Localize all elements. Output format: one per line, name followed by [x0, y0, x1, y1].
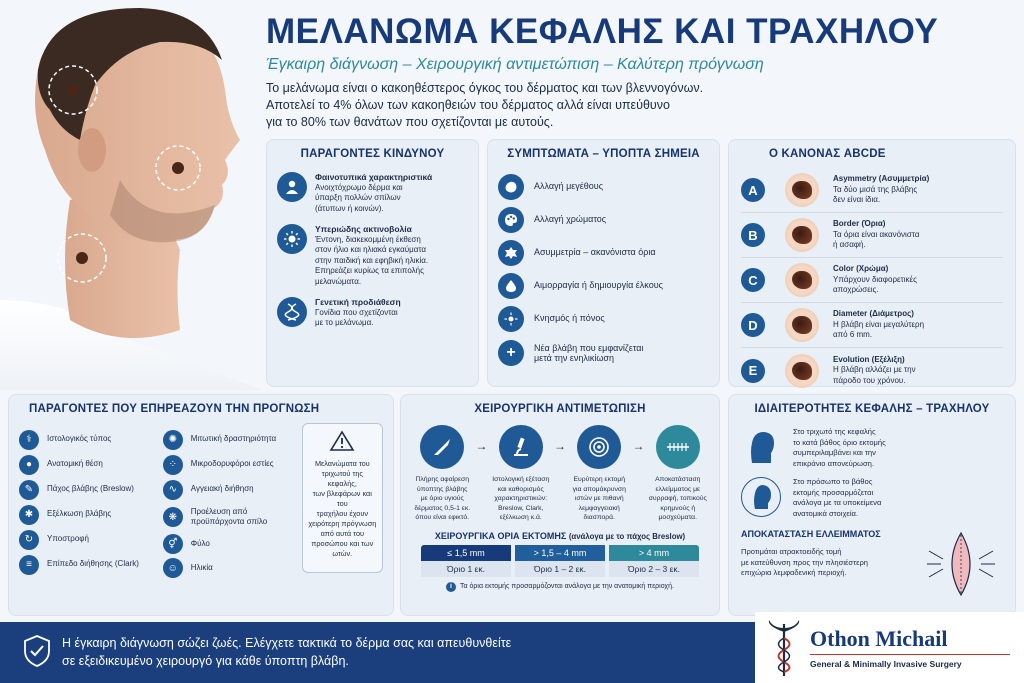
symptoms-title: ΣΥΜΠΤΩΜΑΤΑ – ΥΠΟΠΤΑ ΣΗΜΕΙΑ [507, 148, 700, 160]
specifics-title: ΙΔΙΑΙΤΕΡΟΤΗΤΕΣ ΚΕΦΑΛΗΣ – ΤΡΑΧΗΛΟΥ [754, 403, 990, 415]
letter-e-badge: E [741, 359, 765, 383]
drop-icon [498, 273, 524, 299]
letter-a-badge: A [741, 178, 765, 202]
mole-image [785, 354, 819, 388]
letter-b-badge: B [741, 223, 765, 247]
surgery-card: ΧΕΙΡΟΥΡΓΙΚΗ ΑΝΤΙΜΕΤΩΠΙΣΗ Πλήρης αφαίρεση ύποπτης βλάβης με όριο υγιούς δέρματος 0,5-1 εκ. όπου είναι εφικτό. → Ιστολογική εξέταση και καθορισμός χαρακτηριστικών: Breslow, Clark, εξέλκωση κ.ά. → Ευρύτερη εκτομή για απομάκρυνση ιστών με πιθανή λεμφαγγειακή διασπορά. → Αποκατάσταση ελλείμματος με συρραφή, τοπικούς κρημνούς ή μοσχεύματα. ΧΕΙΡΟΥΡΓΙΚΑ ΟΡΙΑ ΕΚΤΟΜΗΣ (ανάλογα με το πάχος Breslow) ≤ 1,5 mm Όριο 1 εκ. > 1,5 – 4 mm Όριο 1 – 2 εκ. > 4 mm Όριο 2 – 3 εκ. i Τα όρια εκτομής προσαρμόζονται ανάλογα με την ανατομική περιοχή. [400, 394, 720, 616]
gender-icon: ⚥ [163, 534, 183, 554]
ruler-icon: ✎ [19, 480, 39, 500]
info-icon: i [446, 582, 456, 592]
symptoms-card: ΣΥΜΠΤΩΜΑΤΑ – ΥΠΟΠΤΑ ΣΗΜΕΙΑ Αλλαγή μεγέθους Αλλαγή χρώματος Ασυμμετρία – ακανόνιστα όρια Αιμορραγία ή δημιουργία έλκους Κνησμός ή πόνος + Νέα βλάβη που εμφανίζεται μετά την ενηλικίωση [487, 139, 720, 387]
satellite-icon: ⁘ [163, 455, 183, 475]
abcde-title: Ο ΚΑΝΟΝΑΣ ABCDE [769, 148, 886, 160]
head-icon: ● [19, 455, 39, 475]
elliptical-incision-icon [921, 529, 1001, 599]
palette-icon [498, 207, 524, 233]
prognosis-title: ΠΑΡΑΓΟΝΤΕΣ ΠΟΥ ΕΠΗΡΕΑΖΟΥΝ ΤΗΝ ΠΡΟΓΝΩΣΗ [29, 403, 320, 415]
warning-icon [329, 430, 355, 452]
person-icon [277, 172, 307, 202]
regression-icon: ↻ [19, 530, 39, 550]
letter-c-badge: C [741, 268, 765, 292]
shield-check-icon [22, 634, 52, 668]
scalp-icon [741, 427, 781, 467]
prognosis-note: Μελανώματα του τριχωτού της κεφαλής, των βλεφάρων και του τραχήλου έχουν χειρότερη πρόγνωση από αυτά του προσώπου και των ωτών. [302, 423, 383, 573]
risk-factors-card: ΠΑΡΑΓΟΝΤΕΣ ΚΙΝΔΥΝΟΥ Φαινοτυπικά χαρακτηριστικά Ανοιχτόχρωμο δέρμα και ύπαρξη πολλών σπίλων (άτυπων ή κοινών). Υπεριώδης ακτινοβολία Έντονη, διακεκομμένη έκθεση στον ήλιο και ηλιακά εγκαύματα στην παιδική και εφηβική ηλικία. Επηρεάζει κυρίως τα επιπολής μελανώματα. Γενετική προδιάθεση Γονίδια που σχετίζονται με το μελάνωμα. [266, 139, 479, 387]
letter-d-badge: D [741, 313, 765, 337]
target-icon [577, 425, 621, 469]
brand-divider [810, 654, 1010, 655]
caduceus-logo [765, 618, 803, 678]
head-neck-specifics-card: ΙΔΙΑΙΤΕΡΟΤΗΤΕΣ ΚΕΦΑΛΗΣ – ΤΡΑΧΗΛΟΥ Στο τριχωτό της κεφαλής το κατά βάθος όριο εκτομής συμπεριλαμβάνει και την επικράνιο απονεύρωση. Στο πρόσωπο το βάθος εκτομής προσαρμόζεται ανάλογα με τα υποκείμενα ανατομικά στοιχεία. ΑΠΟΚΑΤΑΣΤΑΣΗ ΕΛΛΕΙΜΜΑΤΟΣ Προτιμάται ατρακτοειδής τομή με κατεύθυνση προς την πλησιέστερη επιχώρια λεμφαδενική περιοχή. [728, 394, 1016, 616]
head-illustration [0, 0, 262, 390]
ulcer-icon: ✱ [19, 505, 39, 525]
origin-icon: ❋ [163, 507, 183, 527]
arrow-right-icon: → [554, 439, 566, 453]
mole-image [785, 263, 819, 297]
page-subtitle: Έγκαιρη διάγνωση – Χειρουργική αντιμετώπιση – Καλύτερη πρόγνωση [266, 56, 764, 73]
surgery-title: ΧΕΙΡΟΥΡΓΙΚΗ ΑΝΤΙΜΕΤΩΠΙΣΗ [474, 403, 646, 415]
margins-subtitle: (ανάλογα με το πάχος Breslow) [568, 531, 686, 541]
plus-icon: + [498, 340, 524, 366]
margins-note: Τα όρια εκτομής προσαρμόζονται ανάλογα με την ανατομική περιοχή. [460, 583, 674, 590]
mitosis-icon: ✺ [163, 430, 183, 450]
mole-image [785, 173, 819, 207]
layers-icon: ≡ [19, 555, 39, 575]
abcde-card: Ο ΚΑΝΟΝΑΣ ABCDE A Asymmetry (Ασυμμετρία) Τα δύο μισά της βλάβης δεν είναι ίδια. B Border (Όρια) Τα όρια είναι ακανόνιστα ή ασαφή. C Color (Χρώμα) Υπάρχουν διαφορετικές αποχρώσεις. D Diameter (Διάμετρος) Η βλάβη είναι μεγαλύτερη από 6 mm. E Evolution (Εξέλιξη) Η βλάβη αλλάζει με την πάροδο του χρόνου. [728, 139, 1016, 387]
risk-factors-title: ΠΑΡΑΓΟΝΤΕΣ ΚΙΝΔΥΝΟΥ [300, 148, 445, 160]
irregular-shape-icon [498, 240, 524, 266]
mole-image [785, 308, 819, 342]
sparkle-icon [498, 306, 524, 332]
people-icon: ☺ [163, 558, 183, 578]
footer-banner [0, 622, 1024, 683]
arrow-right-icon: → [632, 439, 645, 453]
microscope-icon: ⚕ [19, 430, 39, 450]
vessel-icon: ∿ [163, 480, 183, 500]
blob-icon [498, 174, 524, 200]
prognosis-card: ΠΑΡΑΓΟΝΤΕΣ ΠΟΥ ΕΠΗΡΕΑΖΟΥΝ ΤΗΝ ΠΡΟΓΝΩΣΗ ⚕ Ιστολογικός τύπος ● Ανατομική θέση ✎ Πάχος βλάβης (Breslow) ✱ Εξέλκωση βλάβης ↻ Υποστροφή ≡ Επίπεδο διήθησης (Clark) ✺ Μιτωτική δραστηριότητα ⁘ Μικροδορυφόροι εστίες ∿ Αγγειακή διήθηση ❋ Προέλευση από προϋπάρχοντα σπίλο ⚥ Φύλο ☺ Ηλικία Μελανώματα του τριχωτού της κεφαλής, των βλεφάρων και του τραχήλου έχουν χειρότερη πρόγνωση από αυτά του προσώπου και των ωτών. [8, 394, 394, 616]
repair-title: ΑΠΟΚΑΤΑΣΤΑΣΗ ΕΛΛΕΙΜΜΑΤΟΣ [741, 529, 881, 539]
page-title: ΜΕΛΑΝΩΜΑ ΚΕΦΑΛΗΣ ΚΑΙ ΤΡΑΧΗΛΟΥ [266, 12, 939, 51]
mole-image [785, 218, 819, 252]
brand-tagline: General & Minimally Invasive Surgery [810, 659, 962, 669]
brand-name: Othon Michail [810, 626, 948, 651]
margins-title: ΧΕΙΡΟΥΡΓΙΚΑ ΟΡΙΑ ΕΚΤΟΜΗΣ [434, 530, 567, 541]
suture-icon [656, 425, 700, 469]
scalpel-icon [420, 425, 464, 469]
dna-icon [277, 297, 307, 327]
microscope-icon [499, 425, 543, 469]
brand-block [755, 612, 1024, 683]
sun-icon [277, 224, 307, 254]
arrow-right-icon: → [475, 439, 488, 453]
margins-table: ≤ 1,5 mm Όριο 1 εκ. > 1,5 – 4 mm Όριο 1 – 2 εκ. > 4 mm Όριο 2 – 3 εκ. [409, 545, 711, 577]
intro-text: Το μελάνωμα είναι ο κακοηθέστερος όγκος του δέρματος και των βλεννογόνων. Αποτελεί το 4% όλων των κακοηθειών του δέρματος αλλά είναι υπεύθυνο για το 80% των θανάτων που σχετίζονται με αυτούς. [266, 81, 704, 129]
footer-message: Η έγκαιρη διάγνωση σώζει ζωές. Ελέγχετε τακτικά το δέρμα σας και απευθυνθείτε σε εξειδικευμένο χειρουργό για κάθε ύποπτη βλάβη. [62, 636, 512, 668]
face-icon [741, 477, 781, 517]
